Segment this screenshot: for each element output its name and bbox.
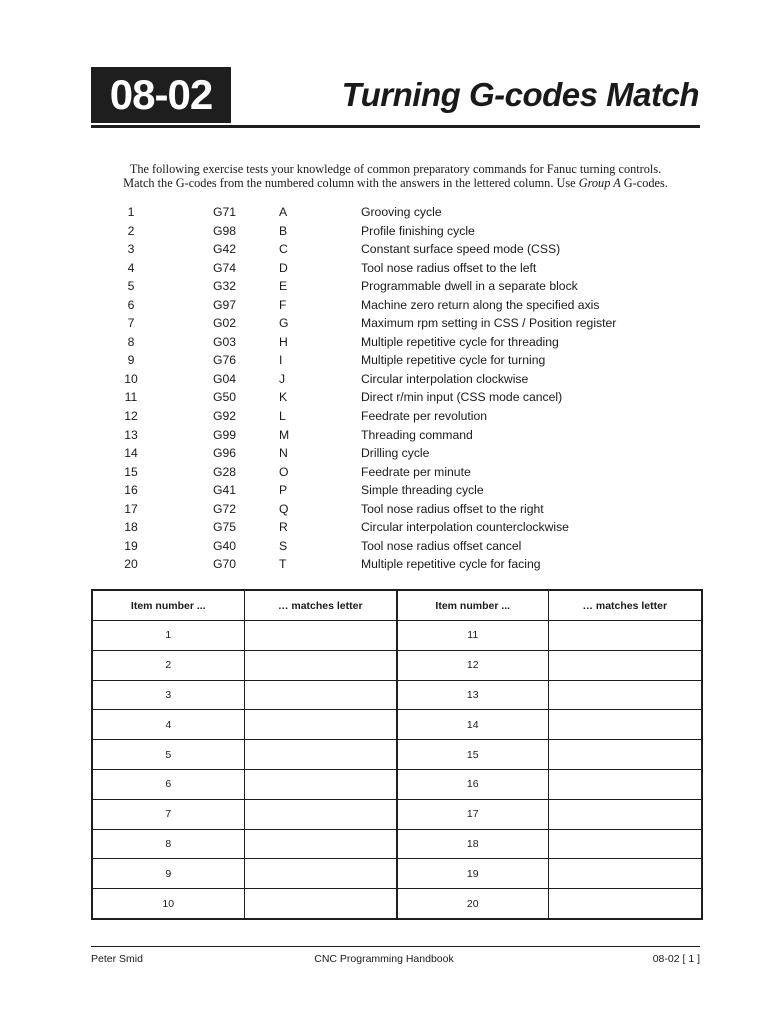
table-row (92, 621, 702, 651)
item-number-cell: 12 (397, 650, 548, 680)
answer-letter: J (279, 371, 286, 386)
item-number: 8 (127, 334, 135, 349)
gcode-row (91, 518, 700, 537)
gcode: G99 (213, 427, 237, 442)
item-number: 6 (127, 297, 135, 312)
table-row (92, 829, 702, 859)
item-number: 16 (124, 483, 138, 498)
gcode-row (91, 222, 700, 241)
item-number-cell: 3 (92, 680, 244, 710)
item-number: 15 (124, 464, 138, 479)
answer-letter-cell[interactable] (548, 621, 702, 651)
gcode: G92 (213, 409, 237, 424)
gcode: G40 (213, 538, 237, 553)
intro-line-1: The following exercise tests your knowledge of common preparatory commands for Fanuc turning controls. (129, 162, 662, 176)
gcode-row (91, 351, 700, 370)
answer-description: Constant surface speed mode (CSS) (361, 242, 561, 257)
answer-letter: Q (279, 501, 289, 516)
header-item-number-left: Item number ... (92, 590, 244, 621)
footer-page-number: 08-02 [ 1 ] (652, 953, 700, 965)
answer-letter: D (279, 260, 288, 275)
answer-description: Multiple repetitive cycle for facing (361, 557, 541, 572)
answer-description: Profile finishing cycle (361, 223, 475, 238)
gcode-row (91, 426, 700, 445)
answer-letter-cell[interactable] (548, 650, 702, 680)
item-number-cell: 20 (397, 889, 548, 919)
answer-description: Machine zero return along the specified axis (361, 297, 600, 312)
gcode-list (91, 203, 700, 574)
answer-letter: N (279, 446, 288, 461)
item-number-cell: 6 (92, 769, 244, 799)
gcode-row (91, 333, 700, 352)
answer-letter-cell[interactable] (244, 799, 397, 829)
answer-description: Tool nose radius offset to the right (361, 501, 544, 516)
item-number: 3 (127, 242, 135, 257)
table-row (92, 680, 702, 710)
gcode-row (91, 481, 700, 500)
item-number: 2 (127, 223, 135, 238)
section-number-badge: 08-02 (91, 67, 231, 123)
answer-letter-cell[interactable] (244, 650, 397, 680)
gcode: G97 (213, 297, 237, 312)
answer-letter-cell[interactable] (244, 710, 397, 740)
item-number-cell: 18 (397, 829, 548, 859)
gcode: G76 (213, 353, 237, 368)
answer-letter: S (279, 538, 288, 553)
table-row (92, 710, 702, 740)
answer-letter: K (279, 390, 288, 405)
answer-description: Drilling cycle (361, 446, 430, 461)
answer-description: Feedrate per minute (361, 464, 471, 479)
answer-letter-cell[interactable] (548, 680, 702, 710)
answer-letter: R (279, 520, 288, 535)
header-item-number-right: Item number ... (397, 590, 548, 621)
answer-description: Feedrate per revolution (361, 409, 488, 424)
gcode-row (91, 370, 700, 389)
item-number: 17 (124, 501, 138, 516)
gcode-row (91, 314, 700, 333)
item-number: 4 (127, 260, 135, 275)
item-number: 12 (124, 409, 138, 424)
header-matches-letter-left: … matches letter (244, 590, 397, 621)
item-number-cell: 4 (92, 710, 244, 740)
item-number-cell: 16 (397, 769, 548, 799)
item-number-cell: 14 (397, 710, 548, 740)
item-number-cell: 8 (92, 829, 244, 859)
answer-letter: G (279, 316, 289, 331)
gcode-row (91, 388, 700, 407)
answer-letter-cell[interactable] (548, 859, 702, 889)
header-matches-letter-right: … matches letter (548, 590, 702, 621)
footer-divider (91, 946, 700, 947)
item-number-cell: 1 (92, 621, 244, 651)
answer-letter-cell[interactable] (548, 889, 702, 919)
gcode-row (91, 537, 700, 556)
table-row (92, 650, 702, 680)
answer-letter-cell[interactable] (244, 680, 397, 710)
answer-letter: H (279, 334, 288, 349)
item-number: 1 (127, 205, 135, 219)
gcode-row (91, 444, 700, 463)
gcode-row (91, 463, 700, 482)
answer-table-header (92, 590, 702, 621)
answer-table (91, 589, 703, 920)
gcode: G96 (213, 446, 237, 461)
item-number: 9 (127, 353, 135, 368)
answer-description: Threading command (361, 427, 473, 442)
answer-description: Circular interpolation clockwise (361, 371, 529, 386)
item-number: 5 (127, 279, 135, 294)
gcode-row (91, 259, 700, 278)
answer-letter-cell[interactable] (244, 829, 397, 859)
answer-letter-cell[interactable] (244, 889, 397, 919)
item-number-cell: 17 (397, 799, 548, 829)
gcode: G70 (213, 557, 237, 572)
footer-author: Peter Smid (91, 953, 143, 965)
item-number: 20 (124, 557, 138, 572)
table-row (92, 889, 702, 919)
gcode-row (91, 277, 700, 296)
gcode: G75 (213, 520, 237, 535)
answer-letter: F (279, 297, 287, 312)
gcode-row (91, 500, 700, 519)
answer-letter: P (279, 483, 288, 498)
page-title: Turning G-codes Match (341, 76, 699, 113)
gcode: G74 (213, 260, 237, 275)
intro-line-2 (91, 176, 700, 190)
item-number: 7 (127, 316, 135, 331)
gcode: G41 (213, 483, 237, 498)
item-number: 18 (124, 520, 138, 535)
answer-description: Multiple repetitive cycle for turning (361, 353, 546, 368)
gcode: G50 (213, 390, 237, 405)
table-row (92, 769, 702, 799)
gcode-row (91, 296, 700, 315)
item-number-cell: 10 (92, 889, 244, 919)
answer-letter-cell[interactable] (548, 740, 702, 770)
item-number-cell: 15 (397, 740, 548, 770)
item-number: 10 (124, 371, 138, 386)
intro-paragraph (91, 162, 700, 190)
answer-description: Grooving cycle (361, 205, 442, 219)
intro-line-2-text: Match the G-codes from the numbered column with the answers in the lettered column. Use (123, 176, 579, 190)
table-row (92, 859, 702, 889)
item-number-cell: 2 (92, 650, 244, 680)
answer-letter-cell[interactable] (548, 799, 702, 829)
footer-book-title: CNC Programming Handbook (314, 953, 454, 965)
gcode-row (91, 203, 700, 222)
item-number-cell: 9 (92, 859, 244, 889)
gcode: G71 (213, 205, 237, 219)
answer-letter: C (279, 242, 288, 257)
answer-letter-cell[interactable] (244, 769, 397, 799)
answer-description: Circular interpolation counterclockwise (361, 520, 569, 535)
answer-letter: O (279, 464, 289, 479)
answer-letter: E (279, 279, 288, 294)
answer-description: Multiple repetitive cycle for threading (361, 334, 559, 349)
item-number: 13 (124, 427, 138, 442)
answer-description: Direct r/min input (CSS mode cancel) (361, 390, 563, 405)
item-number-cell: 5 (92, 740, 244, 770)
gcode: G42 (213, 242, 237, 257)
intro-group-emphasis: Group A (578, 176, 621, 190)
gcode: G02 (213, 316, 237, 331)
gcode: G72 (213, 501, 237, 516)
answer-description: Maximum rpm setting in CSS / Position register (361, 316, 617, 331)
answer-letter: M (279, 427, 290, 442)
gcode-row (91, 555, 700, 574)
gcode-row (91, 240, 700, 259)
item-number: 11 (124, 390, 138, 405)
answer-letter-cell[interactable] (548, 829, 702, 859)
answer-letter: B (279, 223, 288, 238)
item-number-cell: 11 (397, 621, 548, 651)
answer-letter: L (279, 409, 286, 424)
answer-description: Programmable dwell in a separate block (361, 279, 578, 294)
gcode: G03 (213, 334, 237, 349)
answer-description: Simple threading cycle (361, 483, 484, 498)
answer-description: Tool nose radius offset cancel (361, 538, 522, 553)
answer-letter: I (279, 353, 283, 368)
intro-line-2-end: G-codes. (620, 176, 668, 190)
gcode-row (91, 407, 700, 426)
answer-letter-cell[interactable] (548, 769, 702, 799)
item-number-cell: 13 (397, 680, 548, 710)
gcode: G98 (213, 223, 237, 238)
answer-letter-cell[interactable] (548, 710, 702, 740)
item-number-cell: 19 (397, 859, 548, 889)
title-divider (91, 125, 700, 128)
answer-letter: T (279, 557, 287, 572)
answer-letter: A (279, 205, 288, 219)
gcode: G28 (213, 464, 237, 479)
gcode: G32 (213, 279, 237, 294)
table-row (92, 740, 702, 770)
answer-letter-cell[interactable] (244, 621, 397, 651)
item-number: 19 (124, 538, 138, 553)
item-number-cell: 7 (92, 799, 244, 829)
table-row (92, 799, 702, 829)
answer-letter-cell[interactable] (244, 859, 397, 889)
answer-description: Tool nose radius offset to the left (361, 260, 537, 275)
item-number: 14 (124, 446, 138, 461)
gcode: G04 (213, 371, 237, 386)
answer-letter-cell[interactable] (244, 740, 397, 770)
